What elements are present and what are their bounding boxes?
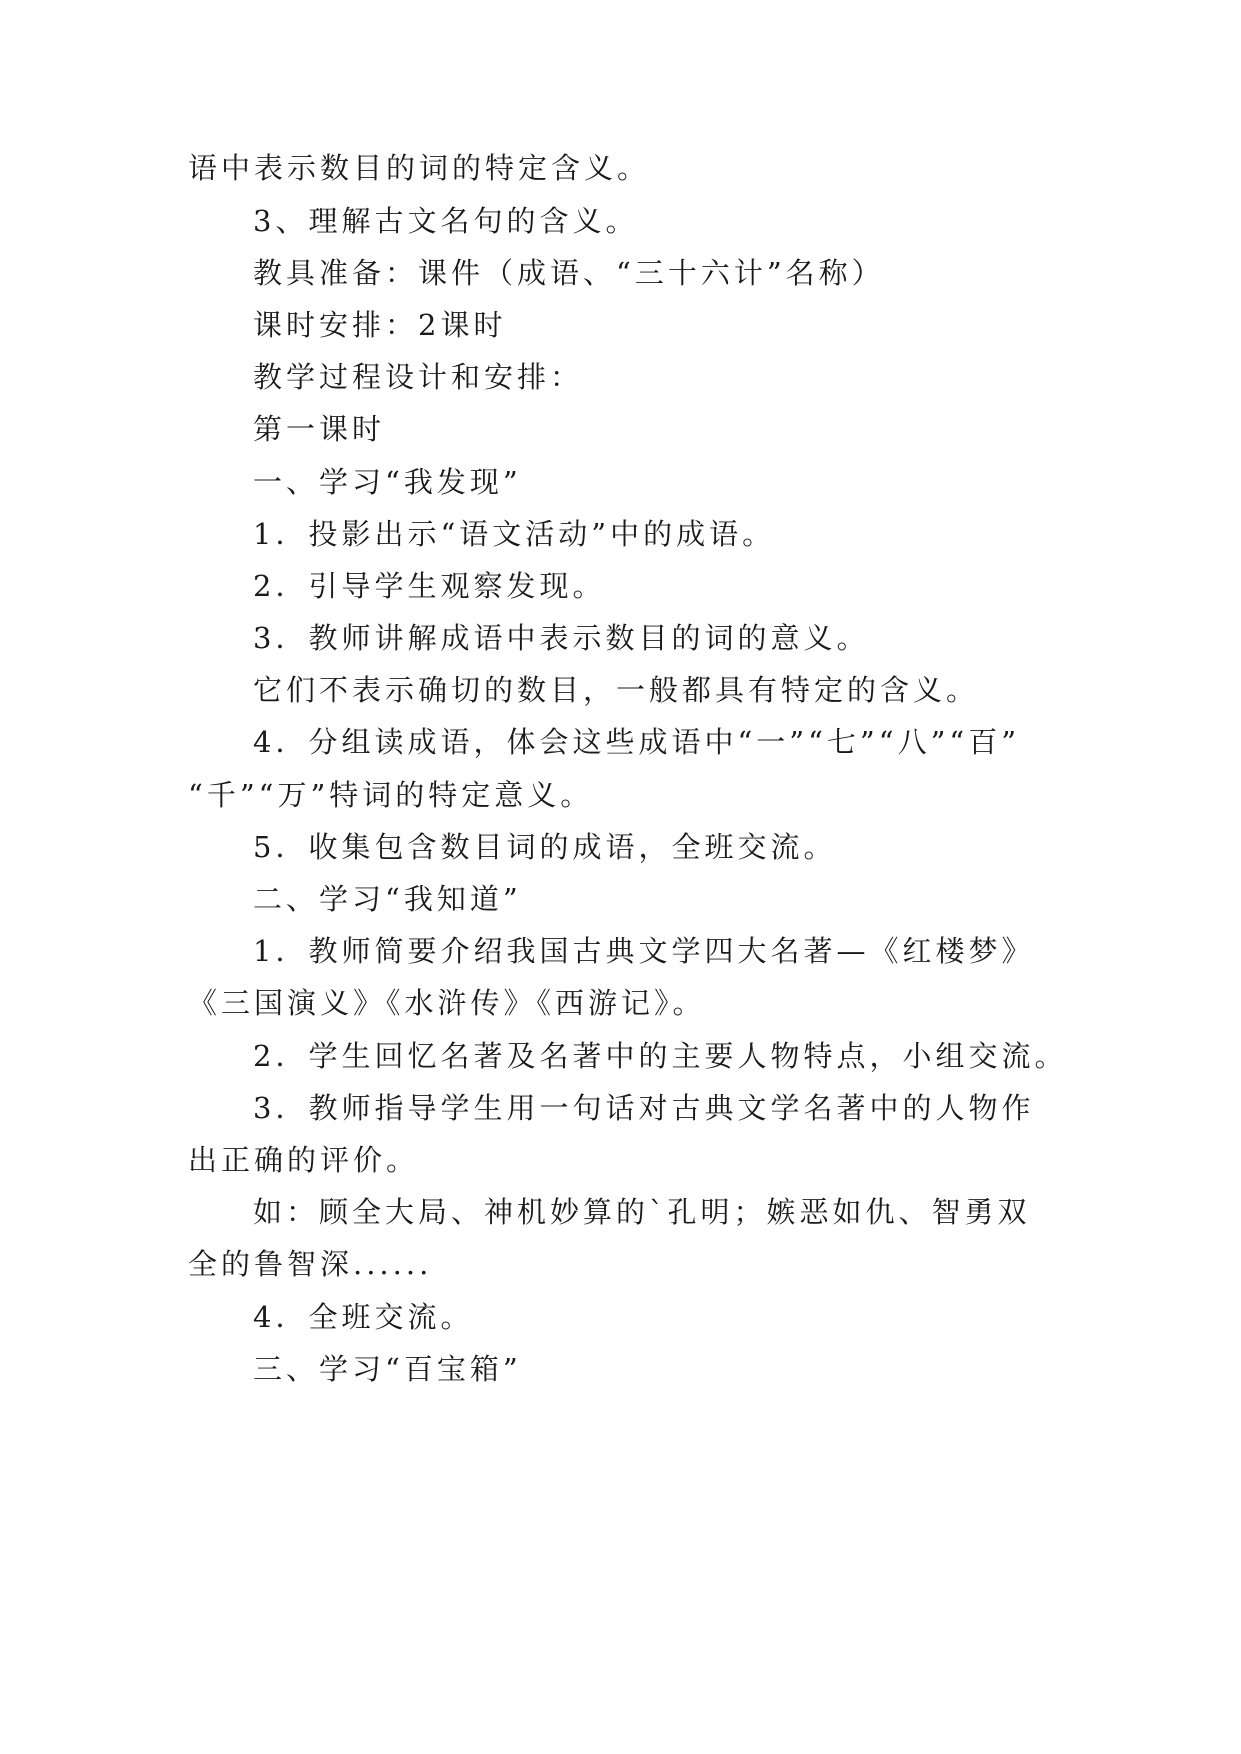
section-heading: 三、学习“百宝箱” [253,1352,522,1386]
text-line: 2．引导学生观察发现。 [253,569,606,603]
text-line: 全的鲁智深...... [188,1247,433,1281]
text-line: 出正确的评价。 [188,1143,420,1177]
text-line: 1．教师简要介绍我国古典文学四大名著—《红楼梦》 [253,934,1035,968]
text-line: 3．教师指导学生用一句话对古典文学名著中的人物作 [253,1091,1035,1125]
text-line: 《三国演义》《水浒传》《西游记》。 [188,986,706,1020]
text-line: 2．学生回忆名著及名著中的主要人物特点，小组交流。 [253,1039,1068,1073]
text-line: 4．分组读成语，体会这些成语中“一”“七”“八”“百” [253,725,1021,759]
text-line: 3、理解古文名句的含义。 [253,204,639,238]
text-line: “千”“万”特词的特定意义。 [188,778,594,812]
section-heading: 二、学习“我知道” [253,882,522,916]
text-line: 课时安排：2课时 [253,308,507,342]
text-line: 如：顾全大局、神机妙算的`孔明；嫉恶如仇、智勇双 [253,1195,1031,1229]
section-heading: 一、学习“我发现” [253,465,522,499]
text-line: 教具准备：课件（成语、“三十六计”名称） [253,256,885,290]
text-line: 3．教师讲解成语中表示数目的词的意义。 [253,621,870,655]
text-line: 1．投影出示“语文活动”中的成语。 [253,517,776,551]
text-line: 它们不表示确切的数目，一般都具有特定的含义。 [253,673,980,707]
text-line: 4．全班交流。 [253,1300,474,1334]
text-line: 教学过程设计和安排： [253,360,584,394]
text-line: 5．收集包含数目词的成语，全班交流。 [253,830,837,864]
text-line: 语中表示数目的词的特定含义。 [188,151,651,185]
text-line: 第一课时 [253,412,386,446]
